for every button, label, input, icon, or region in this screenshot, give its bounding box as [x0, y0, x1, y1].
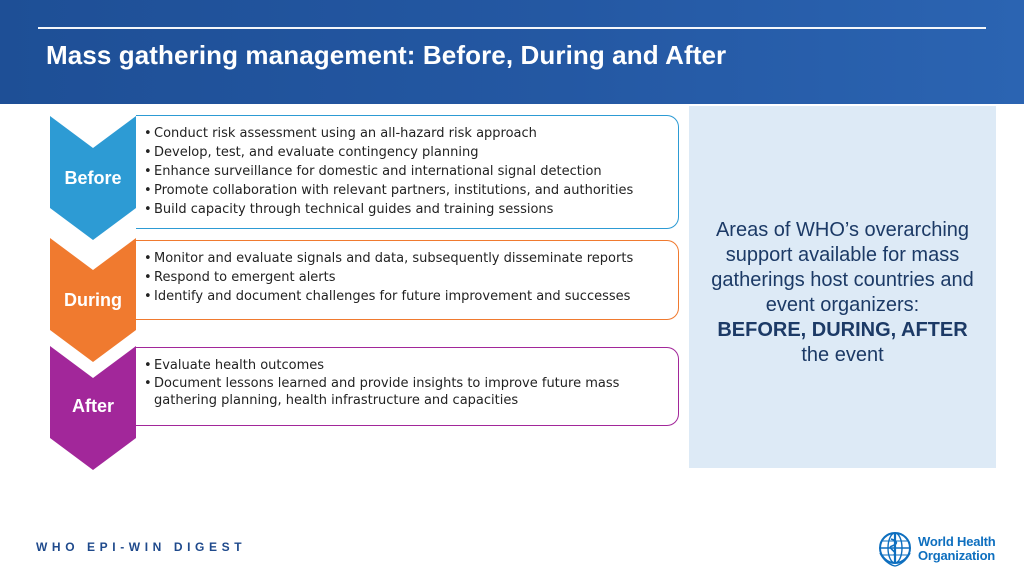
during-box — [136, 240, 679, 320]
after-chevron — [50, 346, 136, 470]
list-item: • Respond to emergent alerts — [144, 268, 672, 287]
after-box — [136, 347, 679, 426]
during-chevron — [50, 238, 136, 362]
footer-label: WHO EPI-WIN DIGEST — [36, 540, 247, 554]
list-item: • Enhance surveillance for domestic and international signal detection — [144, 162, 672, 181]
list-item: • Conduct risk assessment using an all-hazard risk approach — [144, 124, 672, 143]
who-logo — [876, 529, 1006, 569]
who-emblem-icon — [876, 529, 914, 567]
before-label: Before — [64, 168, 122, 188]
before-list — [136, 116, 678, 219]
summary-emphasis: BEFORE, DURING, AFTER — [717, 319, 968, 341]
summary-tail: the event — [801, 344, 884, 366]
summary-text — [689, 218, 996, 368]
during-label: During — [64, 290, 122, 310]
during-list — [136, 241, 678, 306]
summary-panel — [689, 106, 996, 468]
list-item: • Develop, test, and evaluate contingency planning — [144, 143, 672, 162]
after-list — [136, 348, 678, 409]
header-banner — [0, 0, 1024, 104]
logo-line-1: World Health — [918, 534, 996, 549]
summary-body: Areas of WHO’s overarching support available for mass gatherings host countries and event organizers: — [711, 219, 974, 316]
before-box — [136, 115, 679, 229]
logo-line-2: Organization — [918, 548, 996, 563]
page-title: Mass gathering management: Before, During and After — [46, 40, 727, 70]
before-chevron — [50, 116, 136, 240]
list-item: • Document lessons learned and provide insights to improve future mass gathering planning, health infrastructure and capacities — [144, 375, 674, 409]
list-item: • Promote collaboration with relevant partners, institutions, and authorities — [144, 181, 672, 200]
after-label: After — [71, 396, 114, 416]
list-item: • Identify and document challenges for future improvement and successes — [144, 287, 672, 306]
list-item: • Monitor and evaluate signals and data, subsequently disseminate reports — [144, 249, 672, 268]
logo-text — [918, 535, 996, 563]
list-item: • Build capacity through technical guides and training sessions — [144, 200, 672, 219]
header-divider — [38, 27, 986, 29]
list-item: • Evaluate health outcomes — [144, 356, 672, 375]
